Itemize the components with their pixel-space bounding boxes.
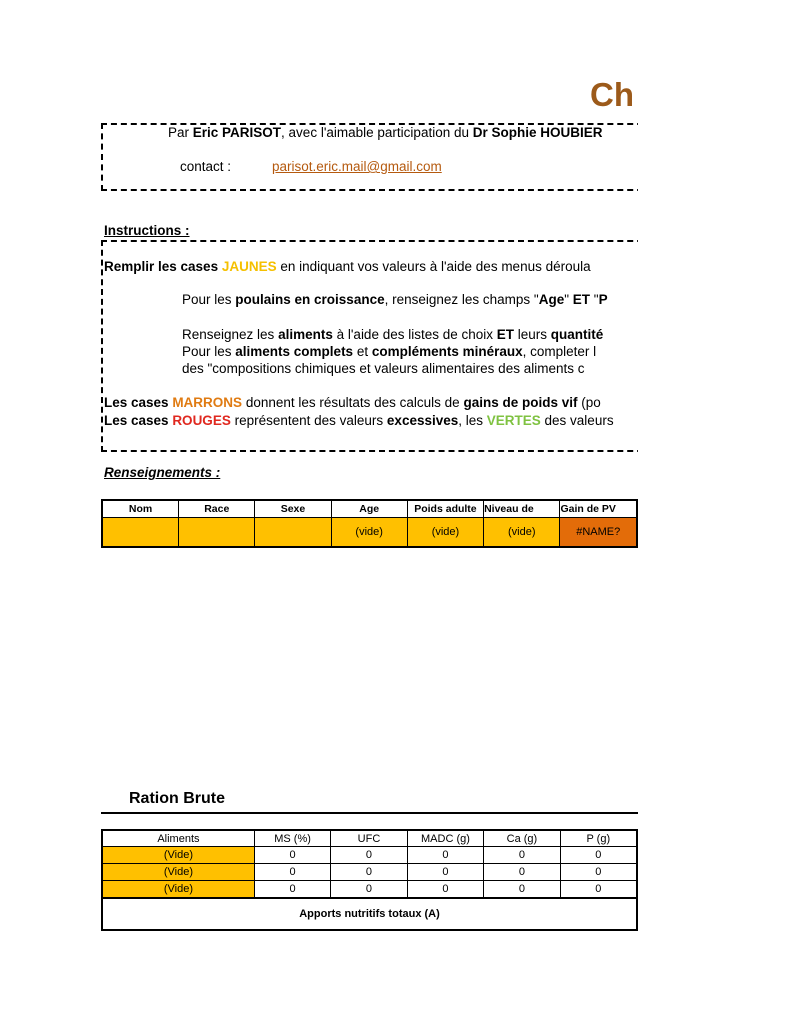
instr-line-5: des "compositions chimiques et valeurs alimentaires des aliments c	[182, 361, 585, 376]
instr-text: excessives	[386, 413, 459, 428]
instr-text: Pour les	[182, 292, 236, 307]
table-cell: 0	[484, 864, 560, 881]
gain-pv-result-cell: #NAME?	[560, 518, 637, 548]
aliment-dropdown-cell[interactable]: (Vide)	[102, 881, 254, 899]
instr-text: , completer l	[522, 344, 597, 359]
col-header: Aliments	[102, 830, 254, 847]
instr-text: quantité	[550, 327, 604, 342]
table-cell: 0	[560, 847, 637, 864]
instr-line-2	[182, 292, 608, 307]
table-header-row	[102, 830, 637, 847]
table-cell: 0	[254, 847, 330, 864]
col-header: MADC (g)	[407, 830, 484, 847]
instr-text: Remplir les cases	[104, 259, 222, 274]
instr-text: ET	[496, 327, 515, 342]
table-cell: 0	[407, 881, 484, 899]
instr-text: à l'aide des listes de choix	[332, 327, 497, 342]
col-header: Race	[179, 500, 255, 518]
table-cell: 0	[331, 847, 407, 864]
table-cell: 0	[254, 864, 330, 881]
table-row	[102, 518, 637, 548]
instr-text: , renseignez les champs "	[384, 292, 539, 307]
age-dropdown-cell[interactable]: (vide)	[331, 518, 407, 548]
instr-text: , les	[458, 413, 487, 428]
ration-divider	[101, 812, 638, 814]
instr-text: Pour les	[182, 344, 236, 359]
nom-input-cell[interactable]	[102, 518, 179, 548]
instr-text: "	[564, 292, 573, 307]
instr-text: "	[590, 292, 599, 307]
aliment-dropdown-cell[interactable]: (Vide)	[102, 864, 254, 881]
instr-text: des valeurs	[540, 413, 614, 428]
col-header: MS (%)	[254, 830, 330, 847]
total-label: Apports nutritifs totaux (A)	[102, 898, 637, 930]
instr-line-6	[104, 395, 601, 410]
table-cell: 0	[484, 847, 560, 864]
instructions-heading: Instructions :	[104, 223, 190, 238]
renseignements-table	[101, 499, 638, 548]
instr-text: P	[598, 292, 608, 307]
ration-heading: Ration Brute	[129, 790, 225, 807]
ration-table	[101, 829, 638, 931]
table-row	[102, 881, 637, 899]
aliment-dropdown-cell[interactable]: (Vide)	[102, 847, 254, 864]
instr-marrons: MARRONS	[172, 395, 243, 410]
author-line	[168, 125, 603, 140]
table-cell: 0	[331, 864, 407, 881]
instr-rouges: ROUGES	[172, 413, 231, 428]
author-prefix: Par	[168, 125, 193, 140]
table-row	[102, 864, 637, 881]
table-header-row	[102, 500, 637, 518]
table-row	[102, 847, 637, 864]
instr-text: poulains en croissance	[235, 292, 385, 307]
contact-label: contact :	[180, 159, 232, 174]
col-header: Ca (g)	[484, 830, 560, 847]
instr-text: et	[353, 344, 372, 359]
renseignements-heading: Renseignements :	[104, 465, 221, 480]
instr-line-4	[182, 344, 596, 359]
instr-text: en indiquant vos valeurs à l'aide des menus déroula	[276, 259, 591, 274]
col-header: Nom	[102, 500, 179, 518]
col-header: P (g)	[560, 830, 637, 847]
instr-text: compléments minéraux	[371, 344, 523, 359]
table-cell: 0	[560, 881, 637, 899]
page-title: Ch	[590, 76, 634, 113]
total-row	[102, 898, 637, 930]
table-cell: 0	[254, 881, 330, 899]
instr-text: aliments	[278, 327, 333, 342]
instr-text: Age	[538, 292, 565, 307]
race-dropdown-cell[interactable]	[179, 518, 255, 548]
table-cell: 0	[331, 881, 407, 899]
instr-text: gains de poids vif	[463, 395, 578, 410]
instr-line-1	[104, 259, 591, 274]
instr-text: Renseignez les	[182, 327, 279, 342]
contact-email-link[interactable]: parisot.eric.mail@gmail.com	[272, 159, 442, 174]
instr-text: leurs	[514, 327, 551, 342]
instr-line-3	[182, 327, 603, 342]
col-header: Gain de PV	[560, 500, 637, 518]
instr-text: Les cases	[104, 413, 173, 428]
author-name: Eric PARISOT	[192, 125, 282, 140]
table-cell: 0	[560, 864, 637, 881]
coauthor-name: Dr Sophie HOUBIER	[472, 125, 603, 140]
poids-adulte-dropdown-cell[interactable]: (vide)	[407, 518, 483, 548]
instr-text: donnent les résultats des calculs de	[242, 395, 464, 410]
instr-vertes: VERTES	[486, 413, 541, 428]
table-cell: 0	[407, 847, 484, 864]
instr-text: représentent des valeurs	[230, 413, 387, 428]
instr-text: ET	[572, 292, 591, 307]
col-header: Age	[331, 500, 407, 518]
col-header: Niveau de	[484, 500, 560, 518]
instr-line-7	[104, 413, 614, 428]
instr-text: Les cases	[104, 395, 173, 410]
col-header: UFC	[331, 830, 407, 847]
instr-text: aliments complets	[235, 344, 354, 359]
table-cell: 0	[484, 881, 560, 899]
author-with: , avec l'aimable participation du	[281, 125, 473, 140]
instr-jaunes: JAUNES	[221, 259, 277, 274]
col-header: Poids adulte	[407, 500, 483, 518]
niveau-dropdown-cell[interactable]: (vide)	[484, 518, 560, 548]
table-cell: 0	[407, 864, 484, 881]
instr-text: (po	[577, 395, 601, 410]
sexe-dropdown-cell[interactable]	[255, 518, 331, 548]
col-header: Sexe	[255, 500, 331, 518]
